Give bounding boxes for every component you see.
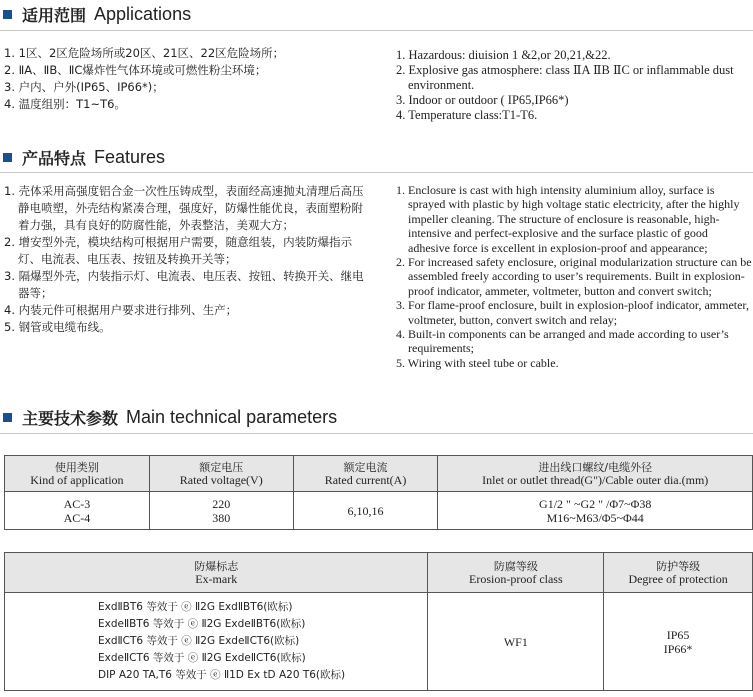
list-item: 3. For flame-proof enclosure, built in explosion-ploof indicator, ammeter, voltmeter, button, convert switch and relay; (396, 298, 749, 327)
list-item: 3. 隔爆型外壳，内装指示灯、电流表、电压表、按钮、转换开关、继电器等； (4, 269, 364, 300)
applications-title-en: Applications (94, 3, 192, 24)
features-title-en: Features (94, 146, 166, 167)
rating-table (4, 455, 753, 530)
cell-current: 6,10,16 (293, 492, 438, 530)
section-square-icon (3, 413, 12, 422)
header-protection: 防护等级 Degree of protection (604, 553, 753, 593)
cell-exmarks (5, 593, 428, 691)
exmark-line: ExdeⅡBT6 等效于 ⓔ Ⅱ2G ExdeⅡBT6(欧标) (98, 618, 306, 630)
features-title-zh: 产品特点 (22, 148, 87, 168)
table-row (5, 492, 753, 530)
technical-title-zh: 主要技术参数 (22, 408, 119, 428)
list-item: 2. 增安型外壳，模块结构可根据用户需要，随意组装，内装防爆指示灯、电流表、电压表、按钮及转换开关等； (4, 235, 353, 266)
exmark-line: ExdⅡBT6 等效于 ⓔ Ⅱ2G ExdⅡBT6(欧标) (98, 601, 293, 613)
list-item: 1. 1区、2区危险场所或20区、21区、22区危险场所； (4, 46, 285, 60)
list-item: 4. Built-in components can be arranged and made according to user’s requirements; (396, 327, 729, 356)
applications-header (0, 2, 191, 26)
features-list-zh (4, 183, 364, 336)
header-exmark: 防爆标志 Ex-mark (5, 553, 428, 593)
list-item: 2. Explosive gas atmosphere: class ⅡA ⅡB ⅡC or inflammable dust environment. (396, 63, 734, 92)
list-item: 2. ⅡA、ⅡB、ⅡC爆炸性气体环境或可燃性粉尘环境； (4, 63, 267, 77)
list-item: 1. Hazardous: diuision 1 &2,or 20,21,&22. (396, 48, 611, 62)
cell-voltage: 220 380 (149, 492, 293, 530)
list-item: 4. 内装元件可根据用户要求进行排列、生产； (4, 303, 238, 317)
section-square-icon (3, 10, 12, 19)
exmark-table (4, 552, 753, 691)
header-erosion: 防腐等级 Erosion-proof class (428, 553, 604, 593)
technical-header (0, 405, 337, 429)
applications-list-en (396, 48, 752, 123)
features-header (0, 145, 165, 169)
cell-protection: IP65 IP66* (604, 593, 753, 691)
applications-list-zh (4, 45, 384, 113)
table-header-row (5, 456, 753, 492)
cell-erosion: WF1 (428, 593, 604, 691)
exmark-line: DIP A20 TA,T6 等效于 ⓔ Ⅱ1D Ex tD A20 T6(欧标) (98, 669, 346, 681)
features-list-en (396, 183, 752, 370)
cell-kind: AC-3 AC-4 (5, 492, 150, 530)
table-row (5, 593, 753, 691)
exmark-line: ExdeⅡCT6 等效于 ⓔ Ⅱ2G ExdeⅡCT6(欧标) (98, 652, 306, 664)
header-kind: 使用类别 Kind of application (5, 456, 150, 492)
list-item: 5. 钢管或电缆布线。 (4, 320, 111, 334)
header-current: 额定电流 Rated current(A) (293, 456, 438, 492)
header-voltage: 额定电压 Rated voltage(V) (149, 456, 293, 492)
section-divider (0, 433, 753, 434)
technical-title-en: Main technical parameters (126, 406, 338, 427)
header-thread: 进出线口螺纹/电缆外径 Inlet or outlet thread(G")/Cable outer dia.(mm) (438, 456, 753, 492)
cell-thread: G1/2 " ~G2 " /Φ7~Φ38 M16~M63/Φ5~Φ44 (438, 492, 753, 530)
list-item: 2. For increased safety enclosure, original modularization structure can be assembled freely according to user’s requirements. Built in explosion-proof indicator, ammeter, voltmeter, button and convert switch; (396, 255, 752, 298)
list-item: 3. Indoor or outdoor ( IP65,IP66*) (396, 93, 569, 107)
list-item: 4. Temperature class:T1-T6. (396, 108, 538, 122)
list-item: 1. 壳体采用高强度铝合金一次性压铸成型，表面经高速抛丸清理后高压静电喷塑，外壳结构紧凑合理，强度好，防爆性能优良，表面塑粉附着力强，具有良好的防腐性能，外表整洁，美观大方； (4, 184, 364, 232)
list-item: 5. Wiring with steel tube or cable. (396, 355, 559, 370)
section-divider (0, 30, 753, 31)
applications-title-zh: 适用范围 (22, 5, 87, 25)
list-item: 4. 温度组别：T1~T6。 (4, 97, 126, 111)
section-divider (0, 172, 753, 173)
list-item: 3. 户内、户外(IP65、IP66*)； (4, 80, 164, 94)
exmark-line: ExdⅡCT6 等效于 ⓔ Ⅱ2G ExdeⅡCT6(欧标) (98, 635, 300, 647)
table-header-row (5, 553, 753, 593)
list-item: 1. Enclosure is cast with high intensity aluminium alloy, surface is sprayed with plastic by high voltage static electricity, after the highly impeller cleaning. The structure of enclosure is reasonable, high-intensive and perfect-explosive and the surface plastic of good adhesive force is excellent in explosion-proof and appearance; (396, 183, 740, 255)
section-square-icon (3, 153, 12, 162)
